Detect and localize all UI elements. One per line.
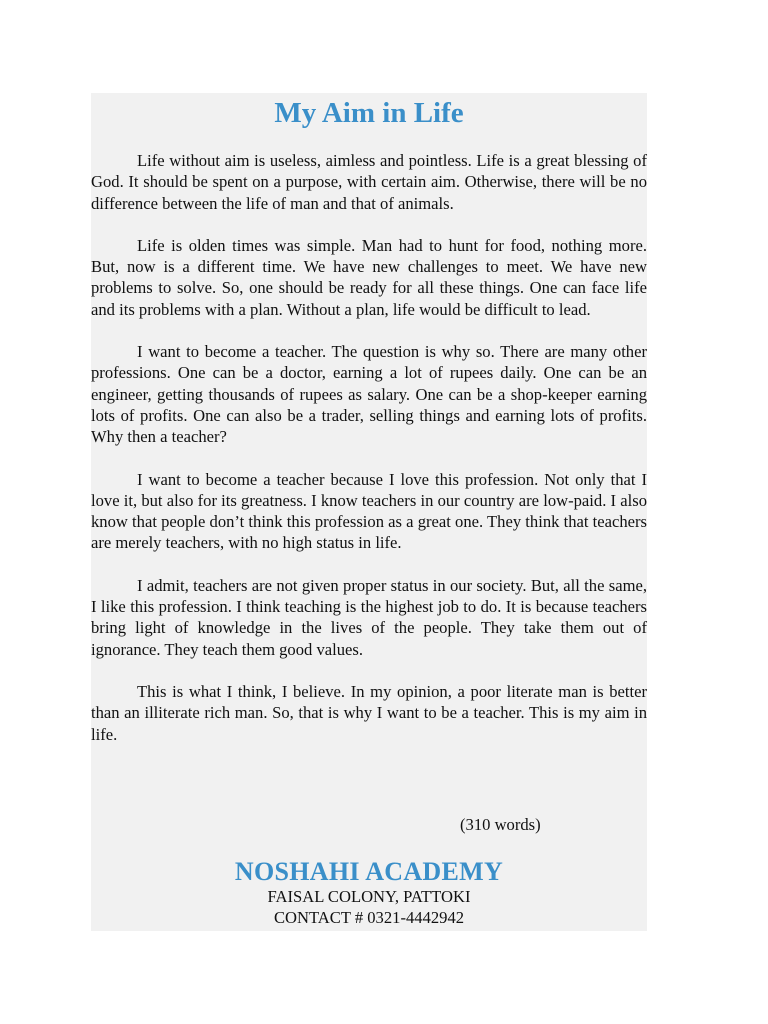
paragraph-2: Life is olden times was simple. Man had to hunt for food, nothing more. But, now is a different time. We have new challenges to meet. We have new problems to solve. So, one should be ready for all these things. One can face life and its problems with a plan. Without a plan, life would be difficult to lead. [91,235,647,319]
essay-body [91,150,647,766]
paragraph-1: Life without aim is useless, aimless and pointless. Life is a great blessing of God. It should be spent on a purpose, with certain aim. Otherwise, there will be no difference between the life of man and that of animals. [91,151,647,213]
paragraph-3: I want to become a teacher. The question is why so. There are many other professions. One can be a doctor, earning a lot of rupees daily. One can be an engineer, getting thousands of rupees as salary. One can be a shop-keeper earning lots of profits. One can also be a trader, selling things and earning lots of profits. Why then a teacher? [91,342,647,447]
academy-footer [91,858,647,928]
academy-contact: CONTACT # 0321-4442942 [273,908,465,927]
academy-address: FAISAL COLONY, PATTOKI [267,887,471,906]
paragraph-5: I admit, teachers are not given proper status in our society. But, all the same, I like this profession. I think teaching is the highest job to do. It is because teachers bring light of knowledge in the lives of the people. They take them out of ignorance. They teach them good values. [91,575,647,659]
academy-name: NOSHAHI ACADEMY [234,857,504,886]
paragraph-4: I want to become a teacher because I love this profession. Not only that I love it, but also for its greatness. I know teachers in our country are low-paid. I also know that people don’t think this profession as a great one. They think that teachers are merely teachers, with no high status in life. [91,469,647,553]
word-count: (310 words) [460,815,541,834]
document-title: My Aim in Life [274,97,464,129]
paragraph-6: This is what I think, I believe. In my opinion, a poor literate man is better than an illiterate rich man. So, that is why I want to be a teacher. This is my aim in life. [91,681,647,744]
document-page [91,93,647,931]
